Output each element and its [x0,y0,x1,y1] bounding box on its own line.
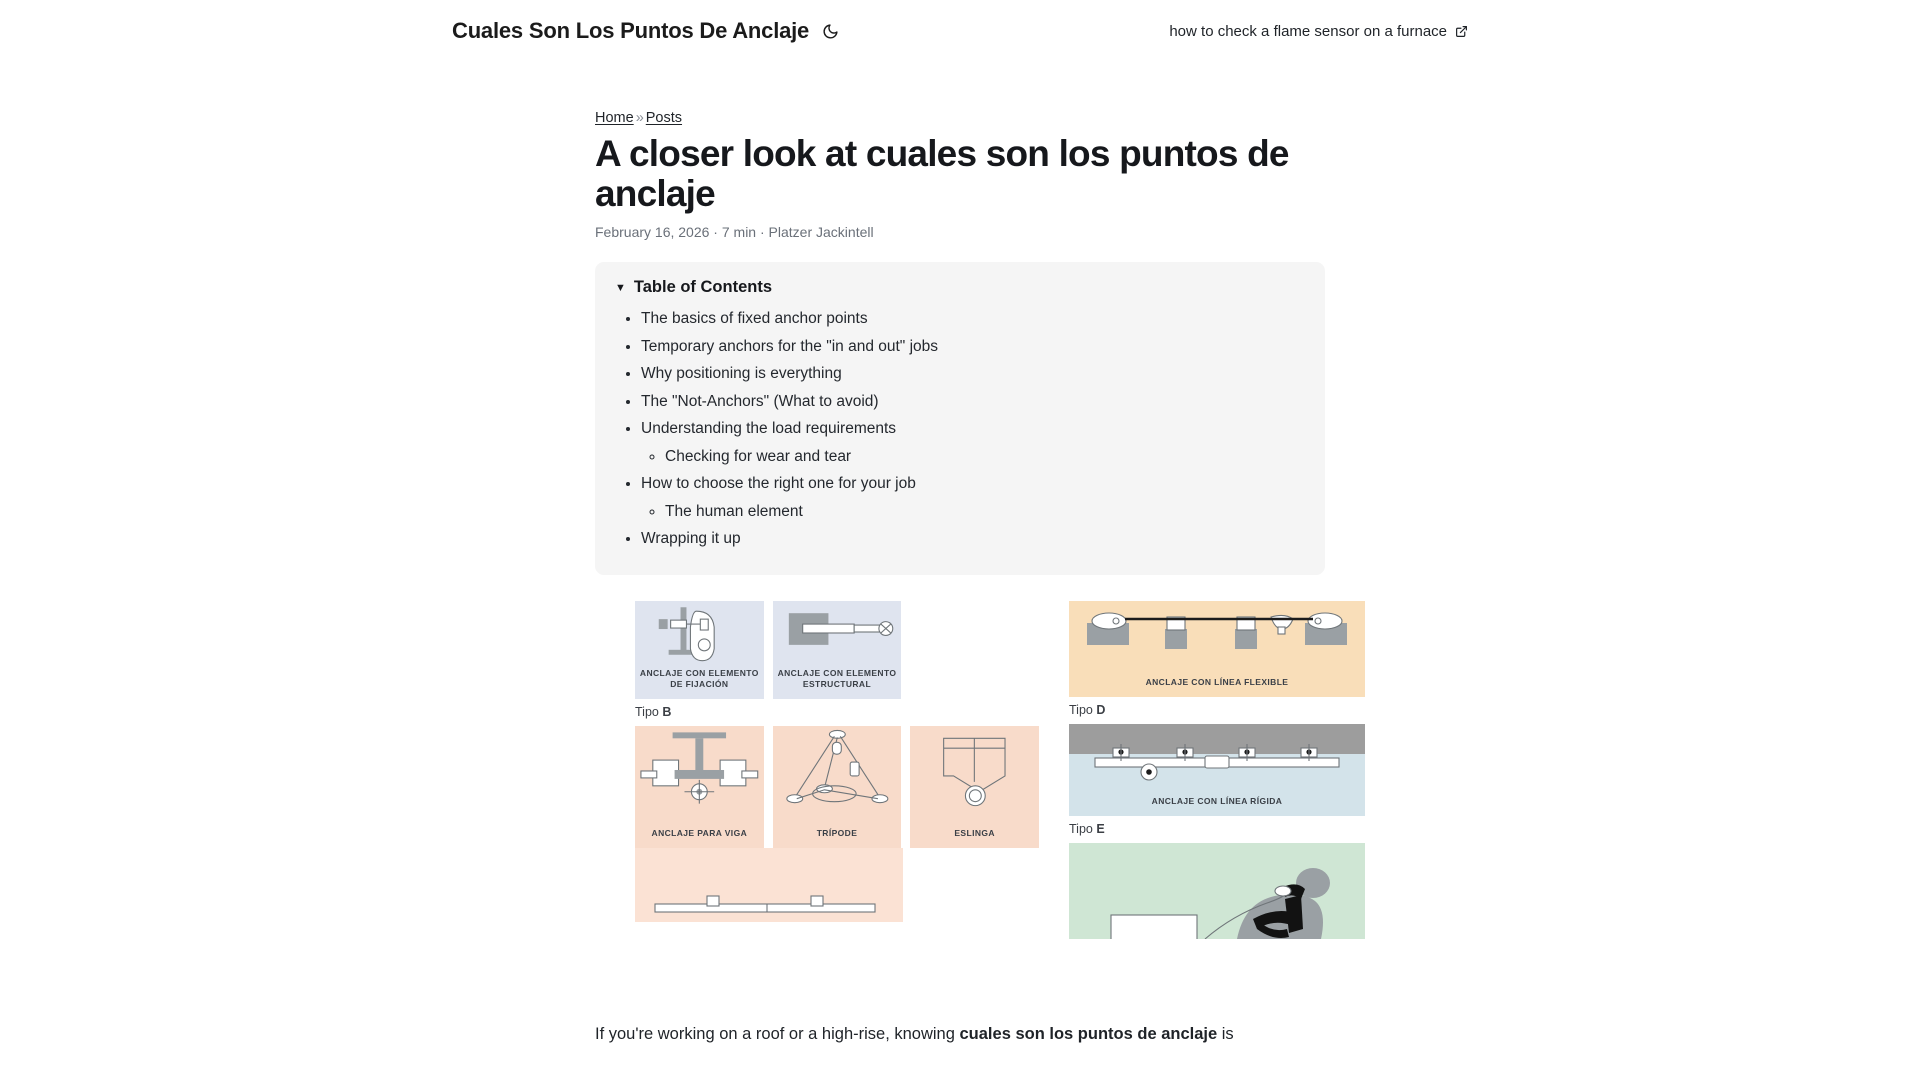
breadcrumb-separator: » [635,110,644,126]
panel-spacer [910,601,1039,699]
toc-item[interactable] [641,307,1305,331]
table-of-contents [595,262,1325,575]
panel-label: ESLINGA [954,828,995,839]
toc-item-label[interactable]: The basics of fixed anchor points [641,310,868,328]
panel-label: ANCLAJE CON ELEMENTO ESTRUCTURAL [777,667,897,690]
site-title-link[interactable]: Cuales Son Los Puntos De Anclaje [452,18,810,43]
breadcrumb-posts[interactable]: Posts [645,110,683,126]
panel-label: ANCLAJE CON LÍNEA RÍGIDA [1151,796,1283,807]
chevron-down-icon: ▼ [615,282,626,295]
figure-tipo-d-letter: D [1096,702,1106,717]
toc-item[interactable] [641,390,1305,414]
page-container [0,56,1920,1064]
panel-eslinga [910,726,1039,848]
moon-icon[interactable] [819,20,841,42]
toc-item-label[interactable]: Why positioning is everything [641,365,842,383]
toc-subitem[interactable] [665,445,1305,469]
page-title: A closer look at cuales son los puntos de anclaje [595,133,1289,215]
toc-subitem-label[interactable]: The human element [665,502,803,520]
article [595,108,1325,1064]
article-paragraph [595,1021,1325,1048]
panel-tipo-e-harness [1069,843,1365,939]
toc-item-label[interactable]: Understanding the load requirements [641,420,897,438]
rigid-line-anchor-icon [1069,724,1365,786]
toc-subitem[interactable] [665,500,1305,524]
figure-left-column [635,601,1057,1001]
brand-wrap [452,18,841,44]
flexible-line-anchor-icon [1069,601,1365,663]
paragraph-lead: If you're working on a roof or a high-rise, knowing [595,1024,960,1043]
toc-subitem-label[interactable]: Checking for wear and tear [665,447,852,465]
post-meta [595,224,1325,240]
panel-anclaje-elemento-estructural [773,601,902,699]
panel-anclaje-linea-rigida [1069,724,1365,816]
panel-anclaje-elemento-fijacion [635,601,764,699]
paragraph-keyword: cuales son los puntos de anclaje [959,1024,1218,1043]
tripod-icon [773,726,902,812]
beam-anchor-icon [635,726,764,812]
figure-row-mid [635,726,1039,848]
toc-item[interactable] [641,362,1305,386]
figure-tipo-b-label: Tipo B [635,704,672,719]
panel-tripode [773,726,902,848]
toc-list [615,307,1305,551]
toc-item[interactable] [641,417,1305,469]
figure-right-column [1057,601,1365,1001]
sling-icon [910,726,1039,812]
header-nav-link-label: how to check a flame sensor on a furnace [1169,22,1447,40]
toc-sublist [641,445,1305,469]
toc-sublist [641,500,1305,524]
figure-tipo-b-letter: B [662,704,672,719]
panel-label: ANCLAJE CON LÍNEA FLEXIBLE [1145,677,1289,688]
figure-tipo-d-label: Tipo D [1069,702,1106,717]
external-link-icon [1455,25,1468,38]
meta-separator-1: · [713,224,718,241]
rail-anchor-icon [635,848,903,922]
toc-item-label[interactable]: Temporary anchors for the "in and out" jobs [641,337,939,355]
panel-label: ANCLAJE PARA VIGA [651,828,748,839]
panel-label: TRÍPODE [816,828,858,839]
toc-item[interactable] [641,335,1305,359]
figure-grid [635,601,1365,1001]
toc-summary-toggle[interactable] [615,278,1305,297]
site-header [0,0,1920,56]
header-nav-link[interactable] [1169,23,1468,40]
panel-label: ANCLAJE CON ELEMENTO DE FIJACIÓN [639,667,759,690]
toc-item-label[interactable]: Wrapping it up [641,530,741,548]
breadcrumb-home[interactable]: Home [595,110,634,126]
breadcrumb [595,108,1325,128]
article-figure [635,601,1365,1001]
post-read-time: 7 min [721,224,757,241]
figure-row-top [635,601,1039,699]
header-inner [0,18,1920,44]
toc-item[interactable] [641,472,1305,524]
toc-heading: Table of Contents [633,278,772,297]
anchor-fixing-element-icon [635,601,764,663]
toc-item-label[interactable]: How to choose the right one for your job [641,475,916,493]
post-date: February 16, 2026 [595,224,710,241]
panel-anclaje-para-viga [635,726,764,848]
panel-bottom-rail [635,848,903,922]
panel-anclaje-linea-flexible [1069,601,1365,697]
figure-tipo-e-letter: E [1096,821,1105,836]
worker-harness-icon [1069,843,1365,939]
figure-tipo-e-label: Tipo E [1069,821,1105,836]
toc-item[interactable] [641,527,1305,551]
toc-item-label[interactable]: The "Not-Anchors" (What to avoid) [641,392,879,410]
post-author: Platzer Jackintell [768,224,874,241]
anchor-structural-element-icon [773,601,902,663]
paragraph-tail: is [1217,1024,1234,1043]
meta-separator-2: · [759,224,765,241]
